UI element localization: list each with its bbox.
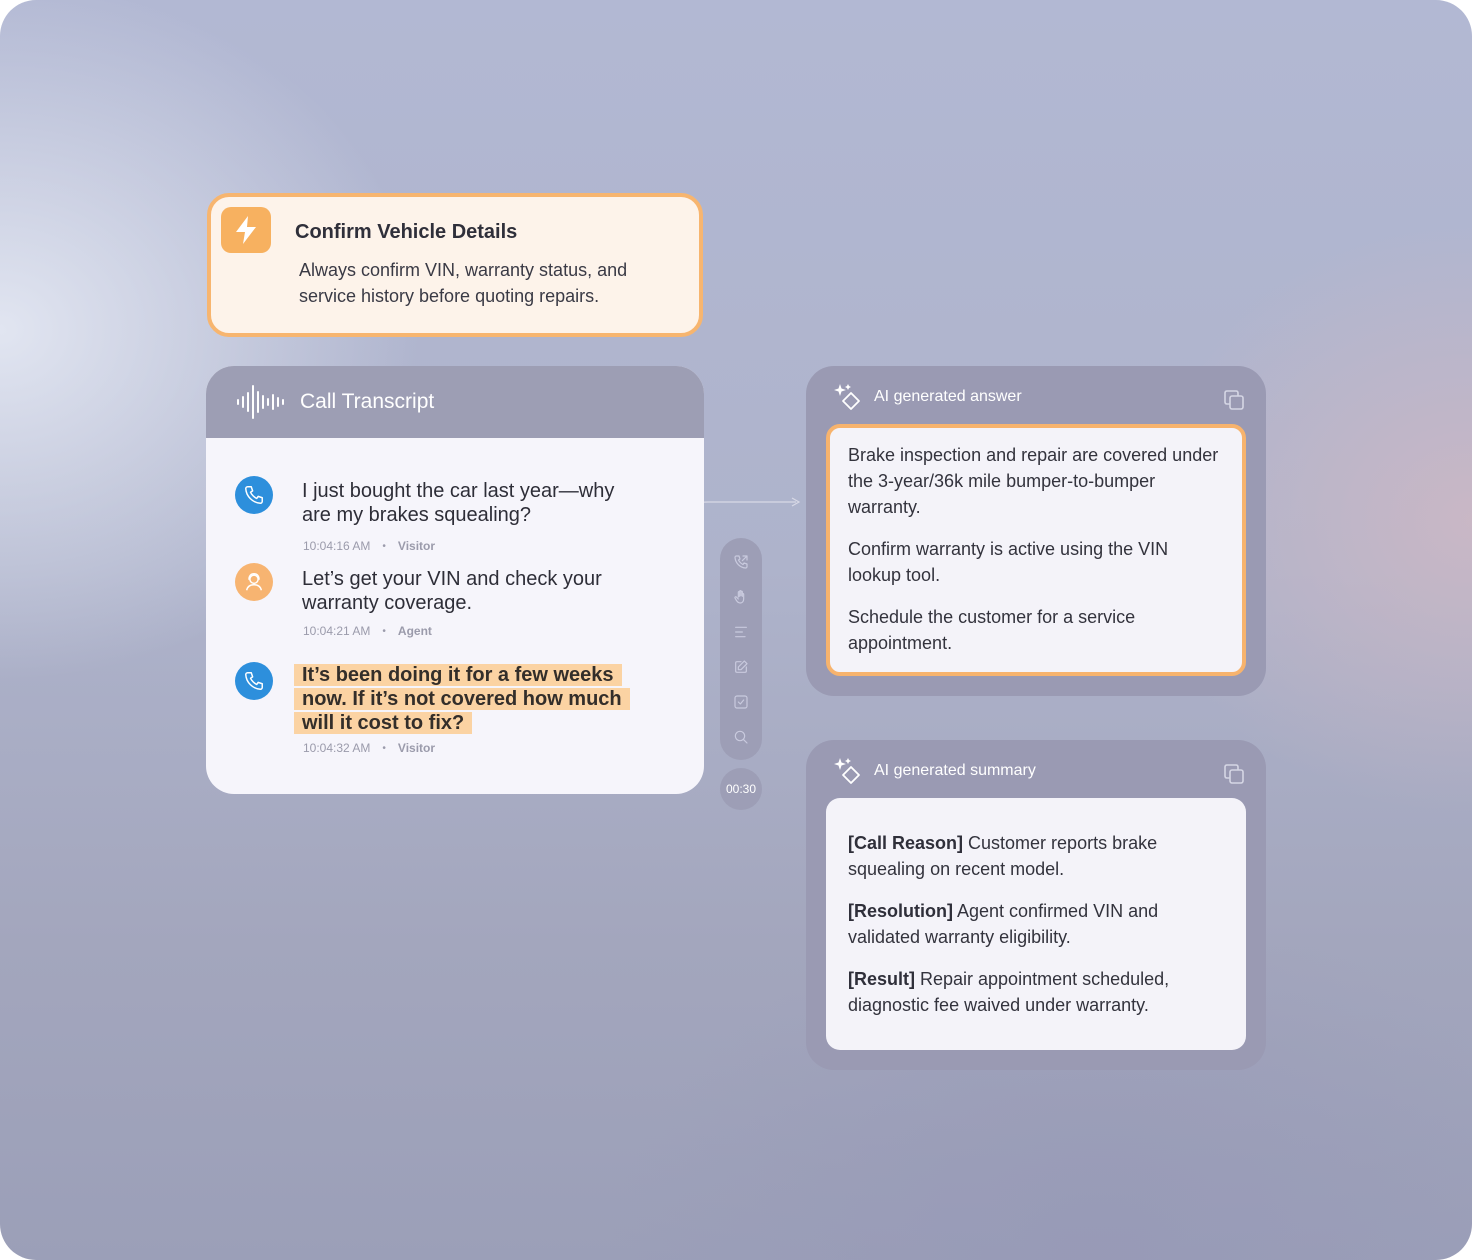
confirm-vehicle-card	[207, 193, 703, 337]
edit-icon[interactable]	[730, 656, 752, 678]
summary-item-label: [Call Reason]	[848, 833, 964, 853]
phone-icon	[235, 476, 273, 514]
call-transcript-card	[206, 366, 704, 794]
summary-item	[848, 966, 1226, 1018]
summary-item-label: [Result]	[848, 969, 915, 989]
summary-item-text: Customer reports brake squealing on recent model.	[848, 833, 1158, 879]
sparkle-icon	[832, 382, 862, 412]
message-time: 10:04:32 AM	[303, 741, 371, 755]
answer-paragraph: Schedule the customer for a service appointment.	[848, 607, 1136, 653]
message-role: Visitor	[397, 539, 436, 553]
message-text: Let’s get your VIN and check your warranty coverage.	[302, 568, 602, 614]
message-meta	[303, 539, 435, 553]
list-icon[interactable]	[730, 621, 752, 643]
copy-icon[interactable]	[1222, 762, 1246, 786]
message-role: Visitor	[397, 741, 436, 755]
message-text: I just bought the car last year—why are my brakes squealing?	[302, 480, 615, 526]
copy-icon[interactable]	[1222, 388, 1246, 412]
summary-item-label: [Resolution]	[848, 901, 953, 921]
audio-wave-icon	[236, 384, 288, 420]
search-icon[interactable]	[730, 726, 752, 748]
lightning-icon	[221, 207, 271, 253]
ai-answer-content	[826, 424, 1246, 676]
call-timer: 00:30	[720, 768, 762, 810]
message-role: Agent	[397, 624, 432, 638]
meta-separator: •	[382, 742, 386, 754]
message-time: 10:04:16 AM	[303, 539, 371, 553]
highlighted-message-text	[294, 663, 654, 735]
summary-item-text: Agent confirmed VIN and validated warranty eligibility.	[848, 901, 1159, 947]
checkbox-icon[interactable]	[730, 691, 752, 713]
phone-icon	[235, 662, 273, 700]
answer-paragraph: Brake inspection and repair are covered under the 3-year/36k mile bumper-to-bumper warranty.	[848, 445, 1219, 517]
ai-summary-title: AI generated summary	[874, 762, 1036, 779]
summary-item-text: Repair appointment scheduled, diagnostic fee waived under warranty.	[848, 969, 1170, 1015]
vertical-toolbar	[720, 538, 762, 760]
message-meta	[303, 741, 435, 755]
confirm-card-body: Always confirm VIN, warranty status, and service history before quoting repairs.	[299, 260, 628, 306]
summary-item	[848, 898, 1226, 950]
summary-item	[848, 830, 1226, 882]
ai-summary-content	[826, 798, 1246, 1050]
sparkle-icon	[832, 756, 862, 786]
ai-answer-panel	[806, 366, 1266, 696]
confirm-card-title: Confirm Vehicle Details	[295, 221, 518, 243]
meta-separator: •	[382, 625, 386, 637]
meta-separator: •	[382, 540, 386, 552]
ai-answer-title: AI generated answer	[874, 388, 1022, 405]
highlight-span: It’s been doing it for a few weeks now. If it’s not covered how much will it cost to fix?	[294, 664, 630, 734]
message-time: 10:04:21 AM	[303, 624, 371, 638]
answer-paragraph: Confirm warranty is active using the VIN lookup tool.	[848, 539, 1169, 585]
phone-transfer-icon[interactable]	[730, 551, 752, 573]
transcript-header	[206, 366, 704, 438]
message-meta	[303, 624, 432, 638]
agent-avatar-icon	[235, 563, 273, 601]
hand-icon[interactable]	[730, 586, 752, 608]
transcript-title: Call Transcript	[300, 390, 435, 413]
ai-summary-panel	[806, 740, 1266, 1070]
